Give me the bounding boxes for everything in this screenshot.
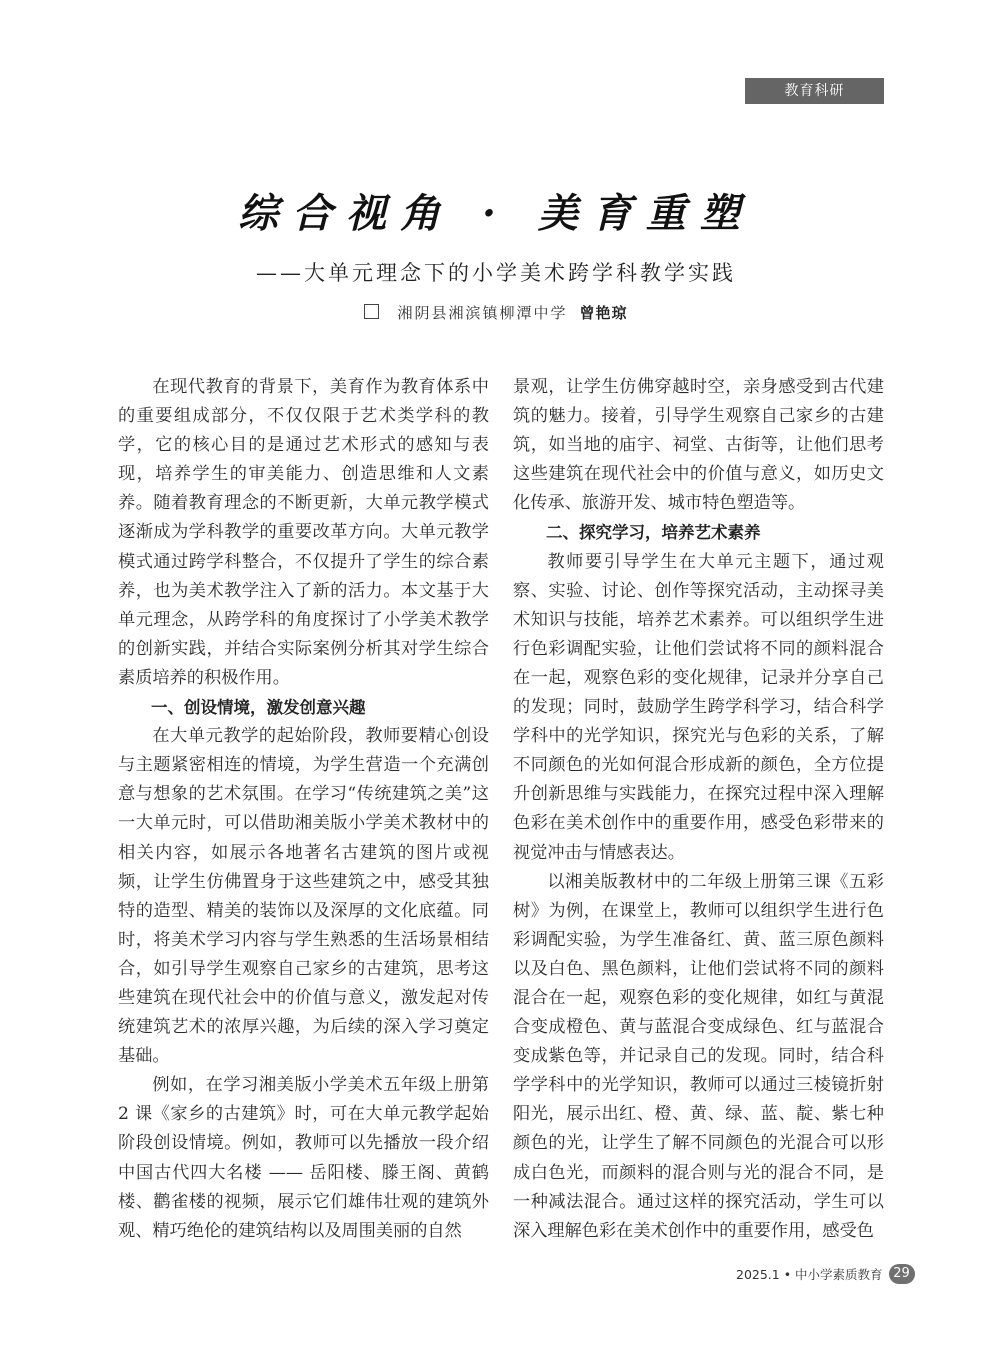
section-tag: 教育科研	[745, 78, 884, 104]
paragraph: 例如，在学习湘美版小学美术五年级上册第 2 课《家乡的古建筑》时，可在大单元教学起始阶段创设情境。例如，教师可以先播放一段介绍中国古代四大名楼 —— 岳阳楼、滕王阁、黄鹤楼、鹳雀楼的视频，展示它们雄伟壮观的建筑外观、精巧绝伦的建筑结构以及周围美丽的自然	[118, 1075, 489, 1241]
left-column	[118, 373, 489, 1246]
paragraph: 教师要引导学生在大单元主题下，通过观察、实验、讨论、创作等探究活动，主动探寻美术知识与技能，培养艺术素养。可以组织学生进行色彩调配实验，让他们尝试将不同的颜料混合在一起，观察色彩的变化规律，记录并分享自己的发现；同时，鼓励学生跨学科学习，结合科学学科中的光学知识，探究光与色彩的关系，了解不同颜色的光如何混合形成新的颜色，全方位提升创新思维与实践能力，在探究过程中深入理解色彩在美术创作中的重要作用，感受色彩带来的视觉冲击与情感表达。	[513, 551, 884, 863]
article-subtitle: ——大单元理念下的小学美术跨学科教学实践	[256, 261, 736, 285]
section-heading-2: 二、探究学习，培养艺术素养	[546, 523, 761, 543]
article-title: 综合视角 · 美育重塑	[238, 190, 754, 237]
paragraph: 在大单元教学的起始阶段，教师要精心创设与主题紧密相连的情境，为学生营造一个充满创意与想象的艺术氛围。在学习“传统建筑之美”这一大单元时，可以借助湘美版小学美术教材中的相关内容，如展示各地著名古建筑的图片或视频，让学生仿佛置身于这些建筑之中，感受其独特的造型、精美的装饰以及深厚的文化底蕴。同时，将美术学习内容与学生熟悉的生活场景相结合，如引导学生观察自己家乡的古建筑，思考这些建筑在现代社会中的价值与意义，激发起对传统建筑艺术的浓厚兴趣，为后续的深入学习奠定基础。	[118, 726, 489, 1067]
author-name: 曾艳琼	[579, 304, 628, 322]
author-affiliation: 湘阴县湘滨镇柳潭中学	[397, 304, 568, 322]
paragraph-continued: 景观，让学生仿佛穿越时空，亲身感受到古代建筑的魅力。接着，引导学生观察自己家乡的古建筑，如当地的庙宇、祠堂、古街等，让他们思考这些建筑在现代社会中的价值与意义，如历史文化传承、旅游开发、城市特色塑造等。	[513, 377, 884, 514]
section-heading-1: 一、创设情境，激发创意兴趣	[151, 698, 366, 718]
right-column	[513, 373, 884, 1246]
paragraph-intro: 在现代教育的背景下，美育作为教育体系中的重要组成部分，不仅仅限于艺术类学科的教学，它的核心目的是通过艺术形式的感知与表现，培养学生的审美能力、创造思维和人文素养。随着教育理念的不断更新，大单元教学模式逐渐成为学科教学的重要改革方向。大单元教学模式通过跨学科整合，不仅提升了学生的综合素养，也为美术教学注入了新的活力。本文基于大单元理念，从跨学科的角度探讨了小学美术教学的创新实践，并结合实际案例分析其对学生综合素质培养的积极作用。	[118, 377, 489, 688]
issue-label: 2025.1 • 中小学素质教育	[736, 1267, 883, 1282]
byline	[0, 302, 992, 323]
page-number-badge: 29	[889, 1264, 915, 1284]
square-icon	[364, 304, 379, 319]
paragraph: 以湘美版教材中的二年级上册第三课《五彩树》为例，在课堂上，教师可以组织学生进行色彩调配实验，为学生准备红、黄、蓝三原色颜料以及白色、黑色颜料，让他们尝试将不同的颜料混合在一起，观察色彩的变化规律，如红与黄混合变成橙色、黄与蓝混合变成绿色、红与蓝混合变成紫色等，并记录自己的发现。同时，结合科学学科中的光学知识，教师可以通过三棱镜折射阳光，展示出红、橙、黄、绿、蓝、靛、紫七种颜色的光，让学生了解不同颜色的光混合可以形成白色光，而颜料的混合则与光的混合不同，是一种减法混合。通过这样的探究活动，学生可以深入理解色彩在美术创作中的重要作用，感受色	[513, 871, 884, 1241]
page-footer	[736, 1264, 915, 1284]
